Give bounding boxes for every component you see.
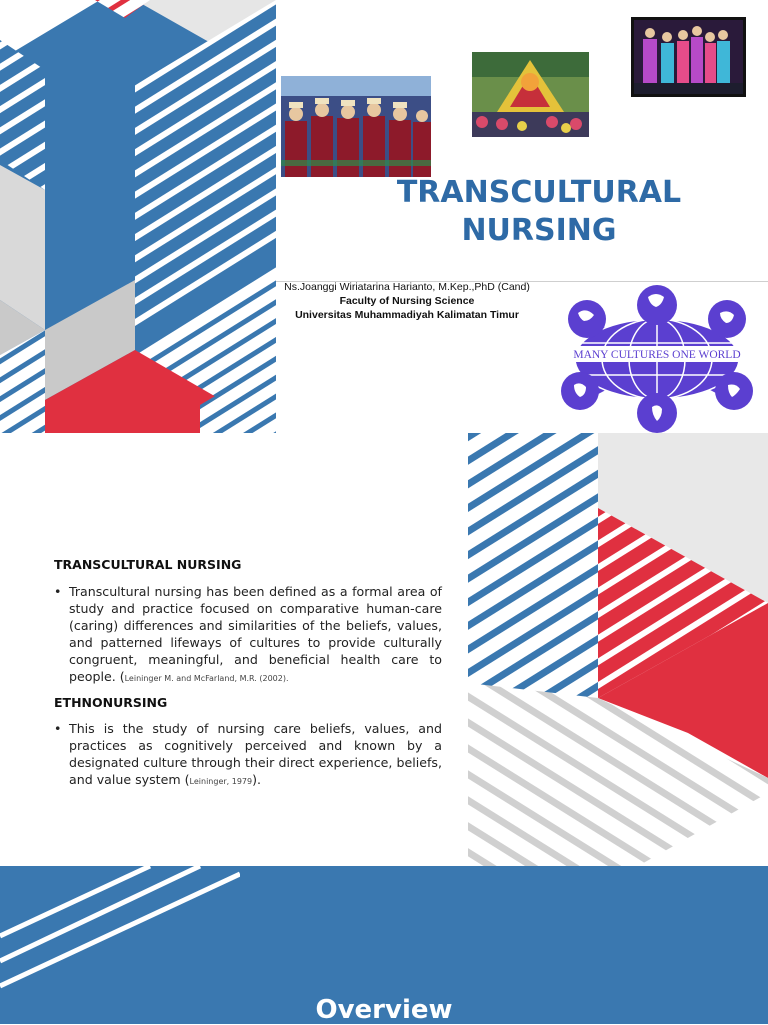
author-block: [272, 280, 542, 322]
slide-3: [0, 866, 768, 1024]
title-line-2: NURSING: [461, 213, 617, 248]
geometric-decoration-left: [0, 0, 276, 433]
author-name: Ns.Joanggi Wiriatarina Harianto, M.Kep.,PhD (Cand): [284, 281, 530, 293]
section-heading-transcultural: TRANSCULTURAL NURSING: [54, 557, 242, 572]
title-line-1: TRANSCULTURAL: [396, 175, 682, 210]
faculty-name: Faculty of Nursing Science: [339, 295, 475, 307]
citation: Leininger M. and McFarland, M.R. (2002).: [124, 674, 289, 683]
bullet-ethnonursing: [54, 720, 442, 790]
slide-1: [0, 0, 768, 433]
stage-performers-photo: [631, 17, 746, 97]
bullet-marker: •: [54, 584, 62, 599]
bullet-marker: •: [54, 721, 62, 736]
slide-title: [380, 174, 698, 250]
festival-float-photo: [472, 52, 589, 137]
university-name: Universitas Muhammadiyah Kalimatan Timur: [295, 309, 519, 321]
citation: Leininger, 1979: [189, 777, 253, 786]
bullet-text: This is the study of nursing care beliefs, values, and practices as cognitively perceived and known by a designated culture through their direct experience, beliefs, and value system (Leininger, 1979).: [69, 721, 442, 787]
slide-2: [0, 433, 768, 866]
cultural-dancers-photo: [281, 76, 431, 177]
many-cultures-logo: [550, 283, 764, 433]
bullet-transcultural: [54, 583, 442, 687]
overview-title: Overview: [315, 995, 453, 1025]
section-heading-ethnonursing: ETHNONURSING: [54, 695, 168, 710]
logo-text: MANY CULTURES ONE WORLD: [573, 349, 741, 361]
geometric-decoration-right: [468, 433, 768, 866]
bullet-text: Transcultural nursing has been defined as a formal area of study and practice focused on comparative human-care (caring) differences and similarities of the beliefs, values, and patterned lifeways of cultures to provide culturally congruent, meaningful, and beneficial health care to people. (Leininger M. and McFarland, M.R. (2002).: [69, 584, 442, 684]
